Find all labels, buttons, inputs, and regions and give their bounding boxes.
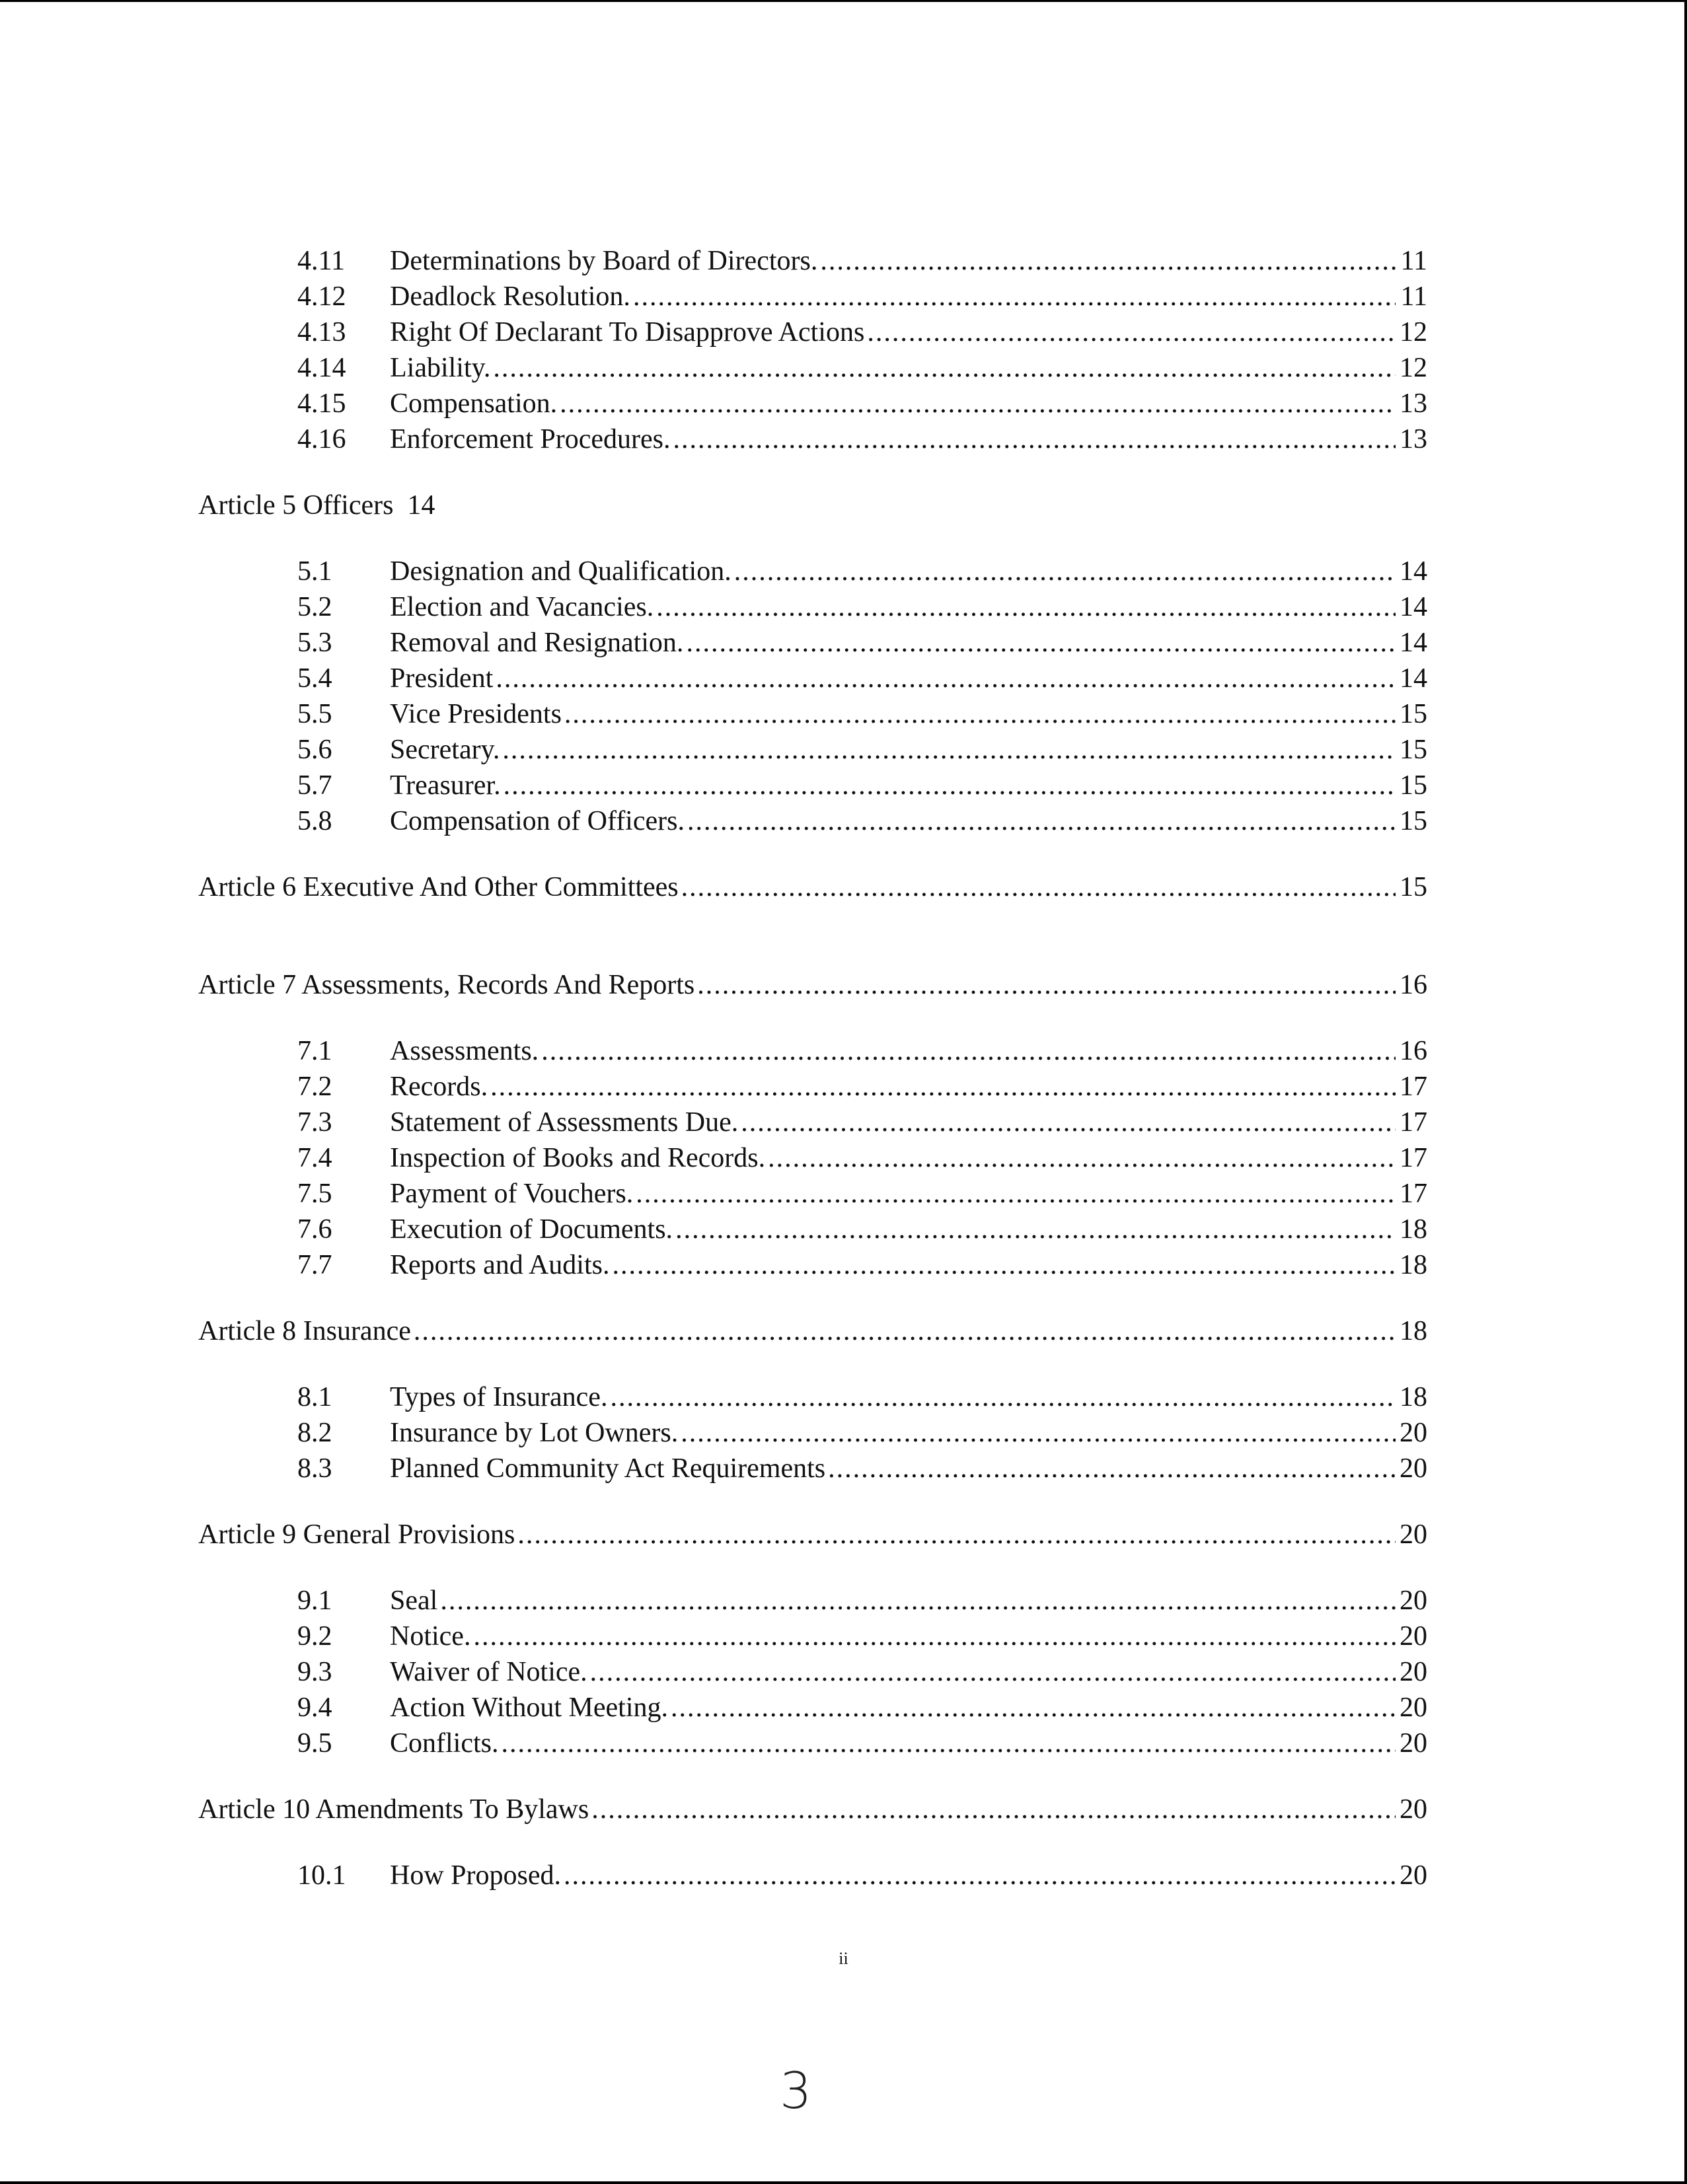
toc-entry-5-7[interactable] <box>297 768 1427 803</box>
toc-entry-8-1[interactable] <box>297 1379 1427 1415</box>
dot-leader <box>564 1858 1396 1893</box>
dot-leader <box>502 1726 1396 1761</box>
section-number: 8.1 <box>297 1382 332 1412</box>
section-title: Planned Community Act Requirements <box>390 1453 826 1484</box>
dot-leader <box>560 386 1396 421</box>
page-number: 17 <box>1400 1107 1427 1138</box>
toc-article-5[interactable] <box>198 488 1427 523</box>
page-number: 20 <box>1400 1860 1427 1891</box>
dot-leader <box>671 1690 1396 1726</box>
article-10-sections <box>297 1858 1427 1893</box>
dot-leader <box>867 314 1396 350</box>
dot-leader <box>493 350 1396 386</box>
article-7-sections <box>297 1033 1427 1283</box>
section-number: 7.6 <box>297 1214 332 1245</box>
section-number: 5.2 <box>297 592 332 622</box>
section-number: 10.1 <box>297 1860 346 1891</box>
section-title: Removal and Resignation. <box>390 628 684 658</box>
handwritten-page-number: 3 <box>780 2061 812 2120</box>
toc-article-7[interactable] <box>198 967 1427 1003</box>
page-footer-numeral: ii <box>839 1949 848 1968</box>
section-title: Assessments. <box>390 1036 539 1066</box>
page-number: 16 <box>1400 970 1427 1000</box>
section-number: 5.7 <box>297 770 332 801</box>
dot-leader <box>681 1415 1396 1451</box>
page-number: 20 <box>1400 1693 1427 1723</box>
page-number: 18 <box>1400 1382 1427 1412</box>
article-heading: Article 5 Officers 14 <box>198 490 435 521</box>
dot-leader <box>613 1247 1396 1283</box>
section-number: 9.3 <box>297 1657 332 1687</box>
page-number: 20 <box>1400 1621 1427 1652</box>
section-title: Vice Presidents <box>390 699 562 729</box>
dot-leader <box>673 421 1396 457</box>
page-number: 12 <box>1400 353 1427 383</box>
toc-entry-5-6[interactable] <box>297 732 1427 768</box>
toc-entry-7-6[interactable] <box>297 1212 1427 1247</box>
section-title: Conflicts. <box>390 1728 499 1759</box>
section-number: 4.16 <box>297 424 346 455</box>
section-number: 9.2 <box>297 1621 332 1652</box>
page-number: 20 <box>1400 1519 1427 1550</box>
section-number: 4.15 <box>297 388 346 419</box>
dot-leader <box>734 554 1396 589</box>
page-number: 20 <box>1400 1418 1427 1448</box>
page-number: 15 <box>1400 735 1427 765</box>
section-number: 7.7 <box>297 1250 332 1280</box>
dot-leader <box>741 1105 1396 1140</box>
section-number: 4.13 <box>297 317 346 347</box>
section-title: Determinations by Board of Directors. <box>390 246 818 276</box>
page-number: 13 <box>1400 388 1427 419</box>
toc-entry-5-4[interactable] <box>297 661 1427 696</box>
dot-leader <box>591 1792 1396 1827</box>
toc-entry-5-8[interactable] <box>297 803 1427 839</box>
toc-entry-7-4[interactable] <box>297 1140 1427 1176</box>
section-number: 8.3 <box>297 1453 332 1484</box>
section-title: Treasurer. <box>390 770 501 801</box>
section-number: 7.2 <box>297 1072 332 1102</box>
toc-entry-7-2[interactable] <box>297 1069 1427 1105</box>
section-title: Payment of Vouchers. <box>390 1179 634 1209</box>
section-number: 8.2 <box>297 1418 332 1448</box>
page-number: 14 <box>1400 628 1427 658</box>
section-number: 4.14 <box>297 353 346 383</box>
page-number: 15 <box>1400 806 1427 836</box>
toc-entry-4-13[interactable] <box>297 314 1427 350</box>
section-title: Statement of Assessments Due. <box>390 1107 739 1138</box>
dot-leader <box>768 1140 1396 1176</box>
section-title: Reports and Audits. <box>390 1250 610 1280</box>
page-number: 16 <box>1400 1036 1427 1066</box>
section-title: Secretary. <box>390 735 500 765</box>
section-number: 7.4 <box>297 1143 332 1173</box>
dot-leader <box>828 1451 1396 1486</box>
section-number: 5.4 <box>297 663 332 694</box>
dot-leader <box>633 279 1396 314</box>
section-title: Right Of Declarant To Disapprove Actions <box>390 317 865 347</box>
dot-leader <box>697 967 1396 1003</box>
toc-entry-7-3[interactable] <box>297 1105 1427 1140</box>
page-number: 15 <box>1400 872 1427 902</box>
page-number: 20 <box>1400 1657 1427 1687</box>
section-number: 5.3 <box>297 628 332 658</box>
toc-entry-5-5[interactable] <box>297 696 1427 732</box>
article-5-sections <box>297 554 1427 839</box>
toc-entry-7-5[interactable] <box>297 1176 1427 1212</box>
dot-leader <box>820 243 1396 279</box>
article-heading: Article 7 Assessments, Records And Reports <box>198 970 695 1000</box>
page-number: 18 <box>1400 1316 1427 1346</box>
section-title: Inspection of Books and Records. <box>390 1143 766 1173</box>
toc-entry-8-3[interactable] <box>297 1451 1427 1486</box>
dot-leader <box>473 1619 1396 1654</box>
dot-leader <box>490 1069 1396 1105</box>
dot-leader <box>504 768 1396 803</box>
toc-entry-4-11[interactable] <box>297 243 1427 279</box>
page-number: 20 <box>1400 1453 1427 1484</box>
page-number: 11 <box>1400 246 1427 276</box>
section-title: Liability. <box>390 353 491 383</box>
toc-entry-9-5[interactable] <box>297 1726 1427 1761</box>
section-number: 5.5 <box>297 699 332 729</box>
toc-entry-5-1[interactable] <box>297 554 1427 589</box>
page-number: 17 <box>1400 1179 1427 1209</box>
toc-entry-4-16[interactable] <box>297 421 1427 457</box>
section-title: Action Without Meeting. <box>390 1693 668 1723</box>
toc-entry-9-2[interactable] <box>297 1619 1427 1654</box>
toc-entry-8-2[interactable] <box>297 1415 1427 1451</box>
section-number: 7.3 <box>297 1107 332 1138</box>
section-number: 4.11 <box>297 246 345 276</box>
page-number: 18 <box>1400 1214 1427 1245</box>
dot-leader <box>656 589 1396 625</box>
toc-entry-9-4[interactable] <box>297 1690 1427 1726</box>
dot-leader <box>636 1176 1396 1212</box>
section-title: Seal <box>390 1585 438 1616</box>
article-heading: Article 9 General Provisions <box>198 1519 515 1550</box>
page-number: 15 <box>1400 770 1427 801</box>
dot-leader <box>414 1313 1396 1349</box>
page-number: 20 <box>1400 1728 1427 1759</box>
page-number: 13 <box>1400 424 1427 455</box>
page-number: 11 <box>1400 281 1427 312</box>
dot-leader <box>687 803 1396 839</box>
toc-entry-9-1[interactable] <box>297 1583 1427 1619</box>
toc-entry-10-1[interactable] <box>297 1858 1427 1893</box>
dot-leader <box>564 696 1396 732</box>
section-title: Waiver of Notice. <box>390 1657 587 1687</box>
page-number: 20 <box>1400 1585 1427 1616</box>
page-number: 12 <box>1400 317 1427 347</box>
article-8-sections <box>297 1379 1427 1486</box>
article-4-sections <box>297 243 1427 457</box>
article-heading: Article 6 Executive And Other Committees <box>198 872 679 902</box>
page-number: 14 <box>1400 663 1427 694</box>
section-title: Execution of Documents. <box>390 1214 673 1245</box>
dot-leader <box>610 1379 1396 1415</box>
toc-entry-7-1[interactable] <box>297 1033 1427 1069</box>
page-number: 18 <box>1400 1250 1427 1280</box>
section-title: Types of Insurance. <box>390 1382 608 1412</box>
toc-article-6[interactable] <box>198 869 1427 905</box>
section-title: Compensation. <box>390 388 558 419</box>
section-title: Insurance by Lot Owners. <box>390 1418 679 1448</box>
section-number: 9.4 <box>297 1693 332 1723</box>
article-9-sections <box>297 1583 1427 1761</box>
section-number: 9.1 <box>297 1585 332 1616</box>
dot-leader <box>440 1583 1396 1619</box>
section-title: Notice. <box>390 1621 471 1652</box>
section-title: President <box>390 663 494 694</box>
dot-leader <box>496 661 1396 696</box>
toc-entry-7-7[interactable] <box>297 1247 1427 1283</box>
section-title: Election and Vacancies. <box>390 592 654 622</box>
section-number: 7.5 <box>297 1179 332 1209</box>
page-number: 15 <box>1400 699 1427 729</box>
section-title: Enforcement Procedures. <box>390 424 671 455</box>
dot-leader <box>517 1517 1396 1552</box>
dot-leader <box>686 625 1396 661</box>
section-number: 5.6 <box>297 735 332 765</box>
page-number: 20 <box>1400 1794 1427 1825</box>
section-number: 7.1 <box>297 1036 332 1066</box>
dot-leader <box>502 732 1396 768</box>
page-number: 14 <box>1400 556 1427 587</box>
toc-entry-4-14[interactable] <box>297 350 1427 386</box>
toc-article-10[interactable] <box>198 1792 1427 1827</box>
dot-leader <box>681 869 1396 905</box>
article-heading: Article 8 Insurance <box>198 1316 411 1346</box>
toc-entry-4-12[interactable] <box>297 279 1427 314</box>
section-number: 4.12 <box>297 281 346 312</box>
section-title: Deadlock Resolution. <box>390 281 630 312</box>
toc-entry-9-3[interactable] <box>297 1654 1427 1690</box>
toc-entry-5-3[interactable] <box>297 625 1427 661</box>
section-number: 9.5 <box>297 1728 332 1759</box>
page-number: 17 <box>1400 1143 1427 1173</box>
section-number: 5.1 <box>297 556 332 587</box>
toc-article-8[interactable] <box>198 1313 1427 1349</box>
section-title: Compensation of Officers. <box>390 806 685 836</box>
toc-article-9[interactable] <box>198 1517 1427 1552</box>
page-number: 14 <box>1400 592 1427 622</box>
section-number: 5.8 <box>297 806 332 836</box>
section-title: How Proposed. <box>390 1860 561 1891</box>
table-of-contents <box>198 243 1427 1893</box>
page-number: 17 <box>1400 1072 1427 1102</box>
section-title: Designation and Qualification. <box>390 556 731 587</box>
dot-leader <box>675 1212 1396 1247</box>
section-title: Records. <box>390 1072 488 1102</box>
dot-leader <box>541 1033 1396 1069</box>
toc-entry-5-2[interactable] <box>297 589 1427 625</box>
toc-entry-4-15[interactable] <box>297 386 1427 421</box>
article-heading: Article 10 Amendments To Bylaws <box>198 1794 589 1825</box>
dot-leader <box>590 1654 1396 1690</box>
